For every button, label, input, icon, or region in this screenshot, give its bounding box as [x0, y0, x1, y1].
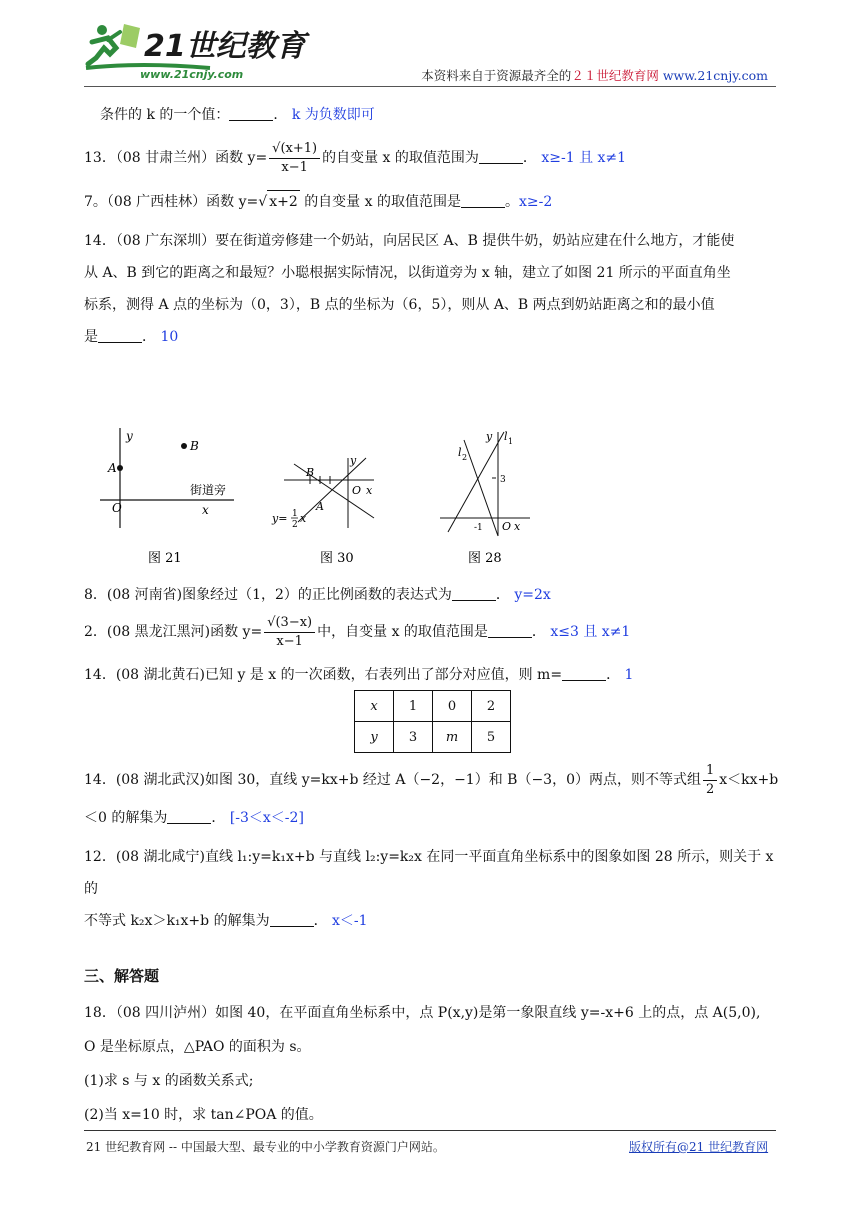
svg-text:O: O [352, 484, 362, 497]
footer-text: 21 世纪教育网 -- 中国最大型、最专业的中小学教育资源门户网站。 [86, 1140, 445, 1154]
svg-text:O: O [502, 520, 512, 533]
header-divider [84, 86, 776, 87]
question-7: 7。（08 广西桂林）函数 y=√ x+2 的自变量 x 的取值范围是 。x≥-2 [84, 190, 784, 213]
figures-row [84, 418, 784, 578]
table-row: y 3 m 5 [355, 722, 511, 753]
svg-text:图 21: 图 21 [148, 551, 182, 566]
svg-text:www.21cnjy.com: www.21cnjy.com [140, 68, 244, 81]
svg-text:x: x [202, 503, 209, 517]
page-header [0, 0, 860, 92]
svg-text:y: y [486, 430, 493, 443]
svg-text:A: A [316, 500, 324, 513]
question-14-wuhan: 14．(08 湖北武汉)如图 30，直线 y=kx+b 经过 A（−2，−1）和 B（−3，0）两点，则不等式组 $\frac{1}{2}$ x＜kx+b ＜0 的解集为 ． [-3＜x＜-2] [84, 762, 779, 826]
svg-text:21世纪教育: 21世纪教育 [144, 29, 306, 64]
figure-30 [270, 418, 450, 578]
question-list [84, 104, 784, 365]
svg-text:l: l [504, 430, 508, 443]
question-13: 13．（08 甘肃兰州）函数 y= $\frac{√(x+1)}{x-1}$ 的自变量 x 的取值范围为 ． x≥-1 且 x≠1 [84, 140, 627, 175]
question-list-lower [84, 584, 784, 1132]
svg-text:x: x [514, 520, 521, 533]
svg-text:1: 1 [292, 509, 298, 519]
figure-21 [84, 418, 264, 578]
question-cont: 条件的 k 的一个值： ． k 为负数即可 [100, 107, 375, 123]
svg-text:1: 1 [508, 437, 514, 446]
svg-text:B: B [190, 439, 199, 453]
question-2: 2．(08 黑龙江黑河)函数 y= $\frac{√(3-x)}{x-1}$ 中，自变量 x 的取值范围是 ． x≤3 且 x≠1 [84, 614, 631, 649]
table-row: x 1 0 2 [355, 691, 511, 722]
svg-text:街道旁: 街道旁 [190, 483, 227, 497]
site-logo [80, 18, 306, 82]
svg-text:图 30: 图 30 [320, 551, 354, 566]
copyright-link[interactable]: 版权所有@21 世纪教育网 [629, 1140, 769, 1154]
svg-text:2: 2 [462, 453, 468, 462]
figure-28 [434, 418, 614, 578]
header-source: 本资料来自于资源最齐全的２１世纪教育网 www.21cnjy.com [421, 68, 768, 83]
question-14-shenzhen: 14．（08 广东深圳）要在街道旁修建一个奶站，向居民区 A、B 提供牛奶，奶站应建在什么地方，才能使 从 A、B 到它的距离之和最短？小聪根据实际情况，以街道旁为 x 轴，建立了如图 21 所示的平面直角坐 标系，测得 A 点的坐标为（0，3），B 点的坐标为（6，5），则从 A、B 两点到奶站距离之和的最小值 是 ． 10 [84, 233, 735, 345]
svg-text:y=: y= [272, 512, 288, 525]
svg-text:x: x [300, 512, 307, 525]
svg-text:图 28: 图 28 [468, 551, 502, 566]
svg-text:x: x [366, 484, 373, 497]
svg-text:3: 3 [500, 475, 506, 485]
value-table [354, 690, 511, 753]
svg-text:B: B [306, 466, 315, 479]
svg-text:y: y [126, 429, 133, 443]
svg-text:A: A [108, 461, 117, 475]
svg-text:2: 2 [292, 520, 298, 530]
svg-text:y: y [350, 454, 357, 467]
footer-divider [84, 1130, 776, 1131]
svg-text:-1: -1 [474, 523, 483, 533]
section-title: 三、解答题 [84, 967, 160, 985]
question-18: 18．（08 四川泸州）如图 40，在平面直角坐标系中，点 P(x,y)是第一象限直线 y=-x+6 上的点，点 A(5,0), O 是坐标原点，△PAO 的面积为 s。 (1)求 s 与 x 的函数关系式; (2)当 x=10 时，求 tan∠POA 的值。 [84, 1005, 761, 1123]
svg-text:O: O [112, 501, 122, 515]
question-8: 8．(08 河南省)图象经过（1，2）的正比例函数的表达式为 ． y=2x [84, 587, 551, 603]
question-12: 12．(08 湖北咸宁)直线 l₁:y=k₁x+b 与直线 l₂:y=k₂x 在同一平面直角坐标系中的图象如图 28 所示，则关于 x 的 不等式 k₂x＞k₁x+b 的解集为 ． x＜-1 [84, 849, 774, 929]
svg-text:l: l [458, 446, 462, 459]
question-14-huangshi: 14．(08 湖北黄石)已知 y 是 x 的一次函数，右表列出了部分对应值，则 m= ． 1 [84, 667, 634, 683]
